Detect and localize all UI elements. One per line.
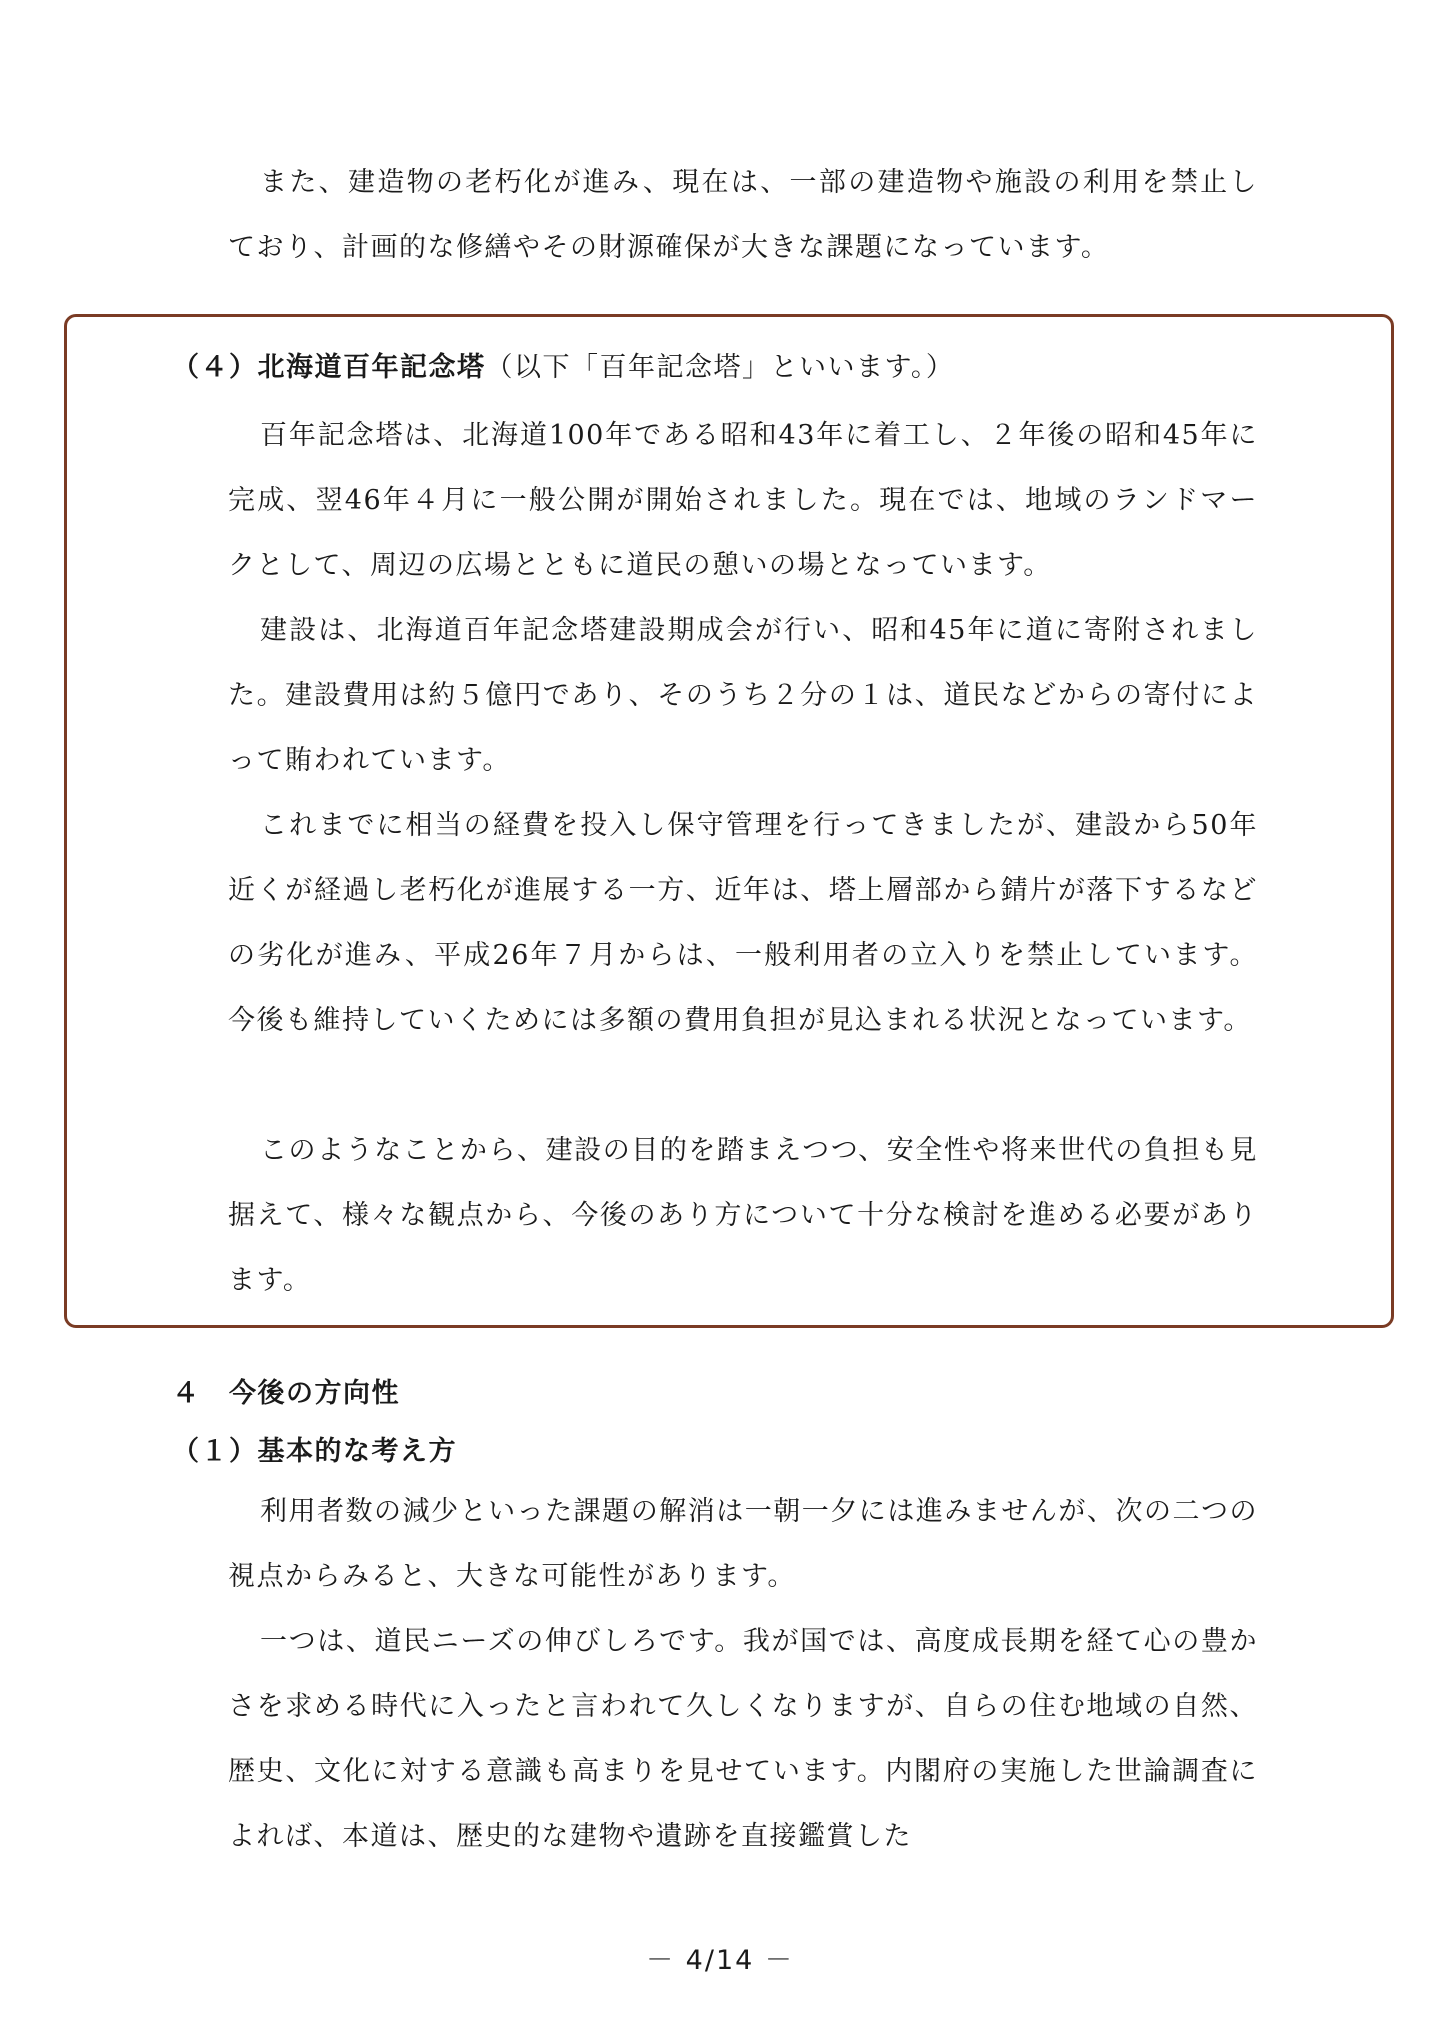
intro-paragraph: また、建造物の老朽化が進み、現在は、一部の建造物や施設の利用を禁止しており、計画的な修繕やその財源確保が大きな課題になっています。 <box>228 167 1258 263</box>
page-number: － 4/14 － <box>646 1945 794 1976</box>
box-section-heading <box>172 348 954 388</box>
box-paragraph-2: 建設は、北海道百年記念塔建設期成会が行い、昭和45年に道に寄附されました。建設費用は約５億円であり、そのうち２分の１は、道民などからの寄付によって賄われています。 <box>228 615 1258 776</box>
box-section-title: （４）北海道百年記念塔 <box>172 352 486 383</box>
section-4-paragraph-1: 利用者数の減少といった課題の解消は一朝一夕には進みませんが、次の二つの視点からみると、大きな可能性があります。 <box>228 1496 1258 1592</box>
section-4-heading: ４ 今後の方向性 <box>172 1378 400 1409</box>
section-4-paragraph-2: 一つは、道民ニーズの伸びしろです。我が国では、高度成長期を経て心の豊かさを求める時代に入ったと言われて久しくなりますが、自らの住む地域の自然、歴史、文化に対する意識も高まりを見せています。内閣府の実施した世論調査によれば、本道は、歴史的な建物や遺跡を直接鑑賞した <box>228 1626 1258 1852</box>
box-paragraph-1: 百年記念塔は、北海道100年である昭和43年に着工し、２年後の昭和45年に完成、翌46年４月に一般公開が開始されました。現在では、地域のランドマークとして、周辺の広場とともに道民の憩いの場となっています。 <box>228 420 1258 581</box>
box-paragraph-4: このようなことから、建設の目的を踏まえつつ、安全性や将来世代の負担も見据えて、様々な観点から、今後のあり方について十分な検討を進める必要があります。 <box>228 1135 1258 1296</box>
box-section-heading-note: （以下「百年記念塔」といいます。） <box>485 352 955 383</box>
box-paragraph-3: これまでに相当の経費を投入し保守管理を行ってきましたが、建設から50年近くが経過し老朽化が進展する一方、近年は、塔上層部から錆片が落下するなどの劣化が進み、平成26年７月からは、一般利用者の立入りを禁止しています。今後も維持していくためには多額の費用負担が見込まれる状況となっています。 <box>228 810 1258 1036</box>
section-4-subheading: （１）基本的な考え方 <box>172 1436 457 1467</box>
